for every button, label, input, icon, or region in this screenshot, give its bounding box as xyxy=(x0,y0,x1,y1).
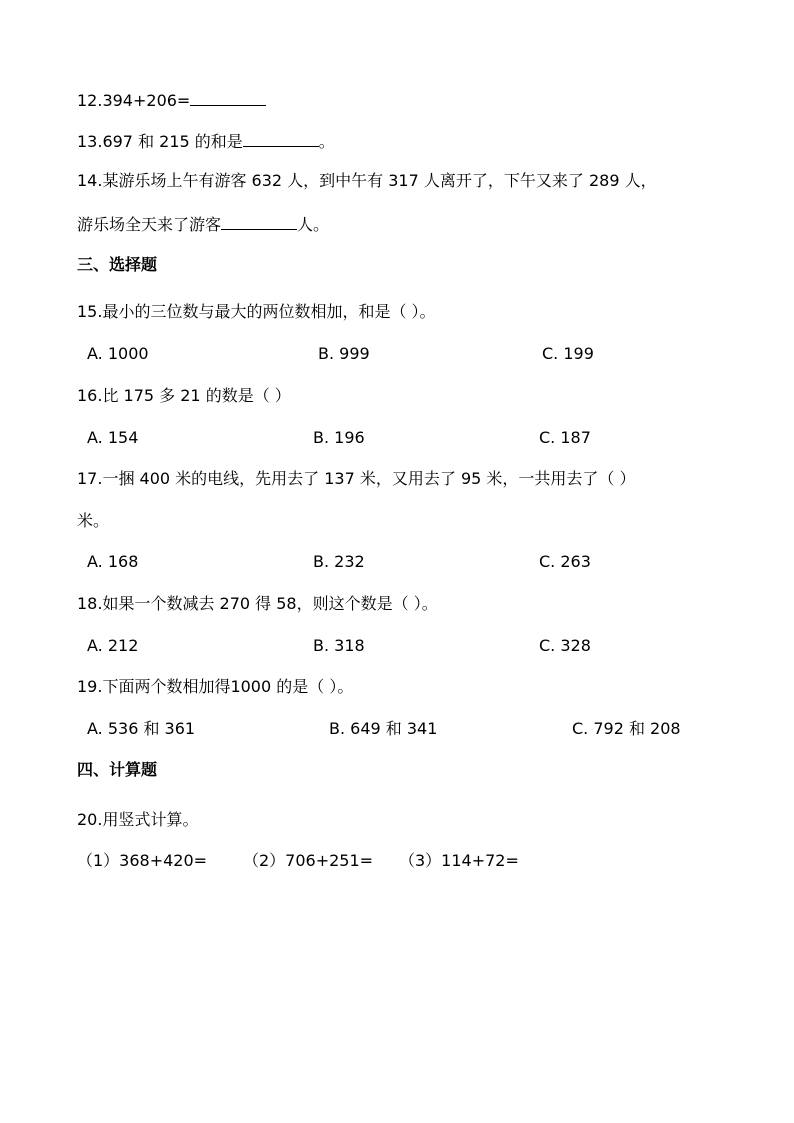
option-c[interactable]: C. 263 xyxy=(539,552,591,571)
question-15-stem: 15.最小的三位数与最大的两位数相加，和是（ ）。 xyxy=(77,302,436,321)
option-a[interactable]: A. 536 和 361 xyxy=(87,719,196,738)
question-17-line1: 17.一捆 400 米的电线，先用去了 137 米，又用去了 95 米，一共用去了（ ） xyxy=(77,469,636,488)
option-a[interactable]: A. 212 xyxy=(87,636,139,655)
answer-blank[interactable] xyxy=(243,130,319,147)
question-12-text: 12.394+206= xyxy=(77,91,191,110)
option-a[interactable]: A. 154 xyxy=(87,428,139,447)
calc-item-3: （3）114+72= xyxy=(399,851,519,870)
option-c[interactable]: C. 328 xyxy=(539,636,591,655)
option-b[interactable]: B. 999 xyxy=(318,344,370,363)
question-13 xyxy=(77,130,335,152)
option-b[interactable]: B. 232 xyxy=(313,552,365,571)
question-17-line2: 米。 xyxy=(77,511,110,530)
option-a[interactable]: A. 1000 xyxy=(87,344,149,363)
question-20-stem: 20.用竖式计算。 xyxy=(77,810,199,829)
calc-item-2: （2）706+251= xyxy=(243,851,374,870)
question-12 xyxy=(77,89,266,111)
question-14-line2 xyxy=(77,213,329,235)
question-19-stem: 19.下面两个数相加得1000 的是（ ）。 xyxy=(77,677,354,696)
option-b[interactable]: B. 196 xyxy=(313,428,365,447)
option-c[interactable]: C. 199 xyxy=(542,344,594,363)
question-14-line1: 14.某游乐场上午有游客 632 人，到中午有 317 人离开了，下午又来了 289 人， xyxy=(77,171,657,190)
option-b[interactable]: B. 318 xyxy=(313,636,365,655)
option-a[interactable]: A. 168 xyxy=(87,552,139,571)
section-title-choice: 三、选择题 xyxy=(77,255,158,274)
option-c[interactable]: C. 187 xyxy=(539,428,591,447)
question-13-text: 13.697 和 215 的和是 xyxy=(77,132,243,151)
calc-item-1: （1）368+420= xyxy=(77,851,208,870)
option-b[interactable]: B. 649 和 341 xyxy=(329,719,438,738)
question-14-text: 游乐场全天来了游客 xyxy=(77,215,222,234)
section-title-calculation: 四、计算题 xyxy=(77,760,158,779)
question-13-suffix: 。 xyxy=(318,132,335,151)
question-18-stem: 18.如果一个数减去 270 得 58，则这个数是（ ）。 xyxy=(77,594,438,613)
answer-blank[interactable] xyxy=(190,89,266,106)
answer-blank[interactable] xyxy=(221,213,297,230)
question-16-stem: 16.比 175 多 21 的数是（ ） xyxy=(77,386,291,405)
option-c[interactable]: C. 792 和 208 xyxy=(572,719,681,738)
question-14-suffix: 人。 xyxy=(297,215,330,234)
